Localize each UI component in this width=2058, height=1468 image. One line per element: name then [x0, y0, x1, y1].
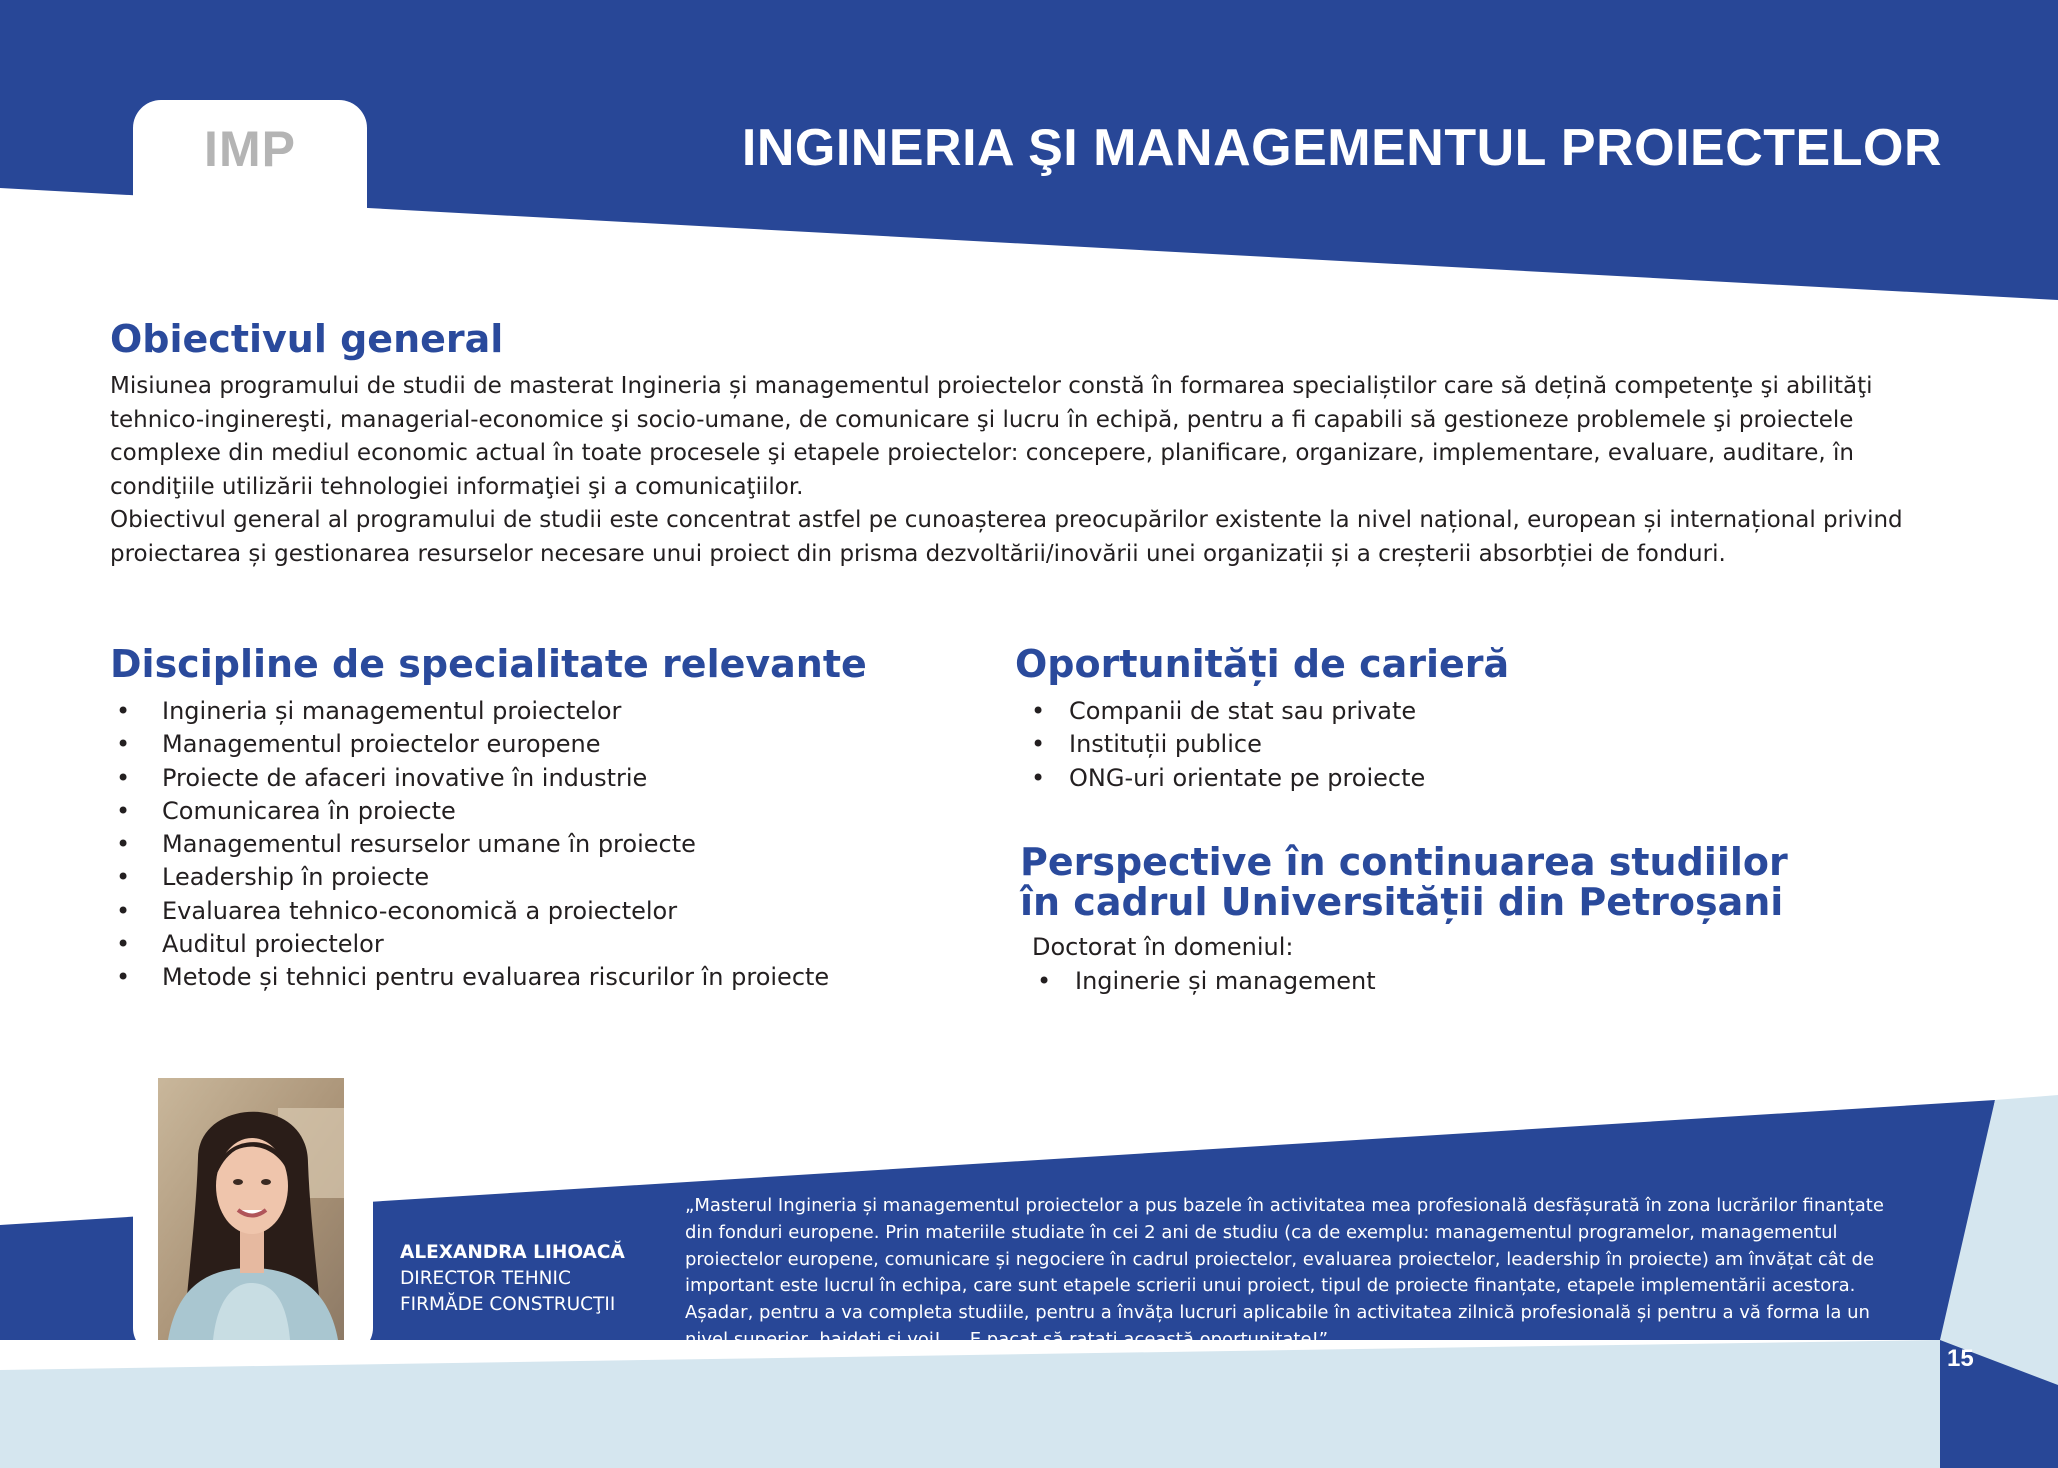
- testimonial-quote: „Masterul Ingineria și managementul proiectelor a pus bazele în activitatea mea profesională desfășurată în zona lucrărilor finanțate din fonduri europene. Prin materiile studiate în cei 2 ani de studiu (ca de exemplu: managementul programelor, managementul proiectelor europene, comunicare și negociere în cadrul proiectelor, evaluarea proiectelor, leadership în proiecte) am învățat cât de important este lucrul în echipa, care sunt etapele scrierii unui proiect, tipul de proiecte finanțate, etapele implementării acestora. Așadar, pentru a va completa studiile, pentru a învăța lucruri aplicabile în activitatea zilnică profesională și pentru a vă forma la un nivel superior, haideți și voi!.... E pacat să ratați această oportunitate!”: [685, 1195, 1884, 1350]
- objective-text: [110, 370, 1955, 571]
- author-role-line-2: FIRMĂDE CONSTRUCŢII: [400, 1294, 616, 1315]
- list-item: • Managementul proiectelor europene: [112, 728, 829, 761]
- author-name: ALEXANDRA LIHOACĂ: [400, 1242, 625, 1263]
- page-number: 15: [1947, 1345, 1974, 1372]
- list-item: • Ingineria și managementul proiectelor: [112, 695, 829, 728]
- list-item: • Companii de stat sau private: [1027, 695, 1425, 728]
- list-item: • Evaluarea tehnico-economică a proiectelor: [112, 895, 829, 928]
- author-role-line-1: DIRECTOR TEHNIC: [400, 1268, 571, 1289]
- perspectives-heading: [1020, 842, 1788, 922]
- page-title: INGINERIA ŞI MANAGEMENTUL PROIECTELOR: [741, 119, 1942, 177]
- doctorat-label: Doctorat în domeniul:: [1032, 933, 1294, 961]
- list-item: • Instituții publice: [1027, 728, 1425, 761]
- perspectives-heading-line-1: Perspective în continuarea studiilor: [1020, 840, 1788, 884]
- career-list: [1027, 695, 1425, 795]
- perspectives-heading-line-2: în cadrul Universității din Petroșani: [1020, 880, 1784, 924]
- doctorat-list: [1033, 965, 1376, 998]
- objective-paragraph-1: Misiunea programului de studii de masterat Ingineria și managementul proiectelor constă în formarea specialiștilor care să dețină competenţe şi abilităţi tehnico-inginereşti, managerial-economice şi socio-umane, de comunicare şi lucru în echipă, pentru a fi capabili să gestioneze problemele şi proiectele complexe din mediul economic actual în toate procesele şi etapele proiectelor: concepere, planificare, organizare, implementare, evaluare, auditare, în condiţiile utilizării tehnologiei informaţiei şi a comunicaţiilor.: [110, 373, 1873, 500]
- disciplines-heading: Discipline de specialitate relevante: [110, 642, 867, 686]
- list-item: • ONG-uri orientate pe proiecte: [1027, 762, 1425, 795]
- objective-paragraph-2: Obiectivul general al programului de studii este concentrat astfel pe cunoașterea preocupărilor existente la nivel național, european și internațional privind proiectarea și gestionarea resurselor necesare unui proiect din prisma dezvoltării/inovării unei organizații și a creșterii absorbției de fonduri.: [110, 507, 1903, 567]
- list-item: • Comunicarea în proiecte: [112, 795, 829, 828]
- testimonial-author: [400, 1240, 625, 1318]
- list-item: • Leadership în proiecte: [112, 861, 829, 894]
- list-item: • Managementul resurselor umane în proiecte: [112, 828, 829, 861]
- testimonial-photo: [158, 1078, 344, 1340]
- list-item: • Auditul proiectelor: [112, 928, 829, 961]
- list-item: • Inginerie și management: [1033, 965, 1376, 998]
- program-code: IMP: [204, 121, 296, 177]
- objective-heading: Obiectivul general: [110, 317, 504, 361]
- career-heading: Oportunități de carieră: [1015, 642, 1510, 686]
- list-item: • Metode și tehnici pentru evaluarea riscurilor în proiecte: [112, 961, 829, 994]
- list-item: • Proiecte de afaceri inovative în industrie: [112, 762, 829, 795]
- disciplines-list: [112, 695, 829, 995]
- footer-light-band: [0, 1340, 2058, 1468]
